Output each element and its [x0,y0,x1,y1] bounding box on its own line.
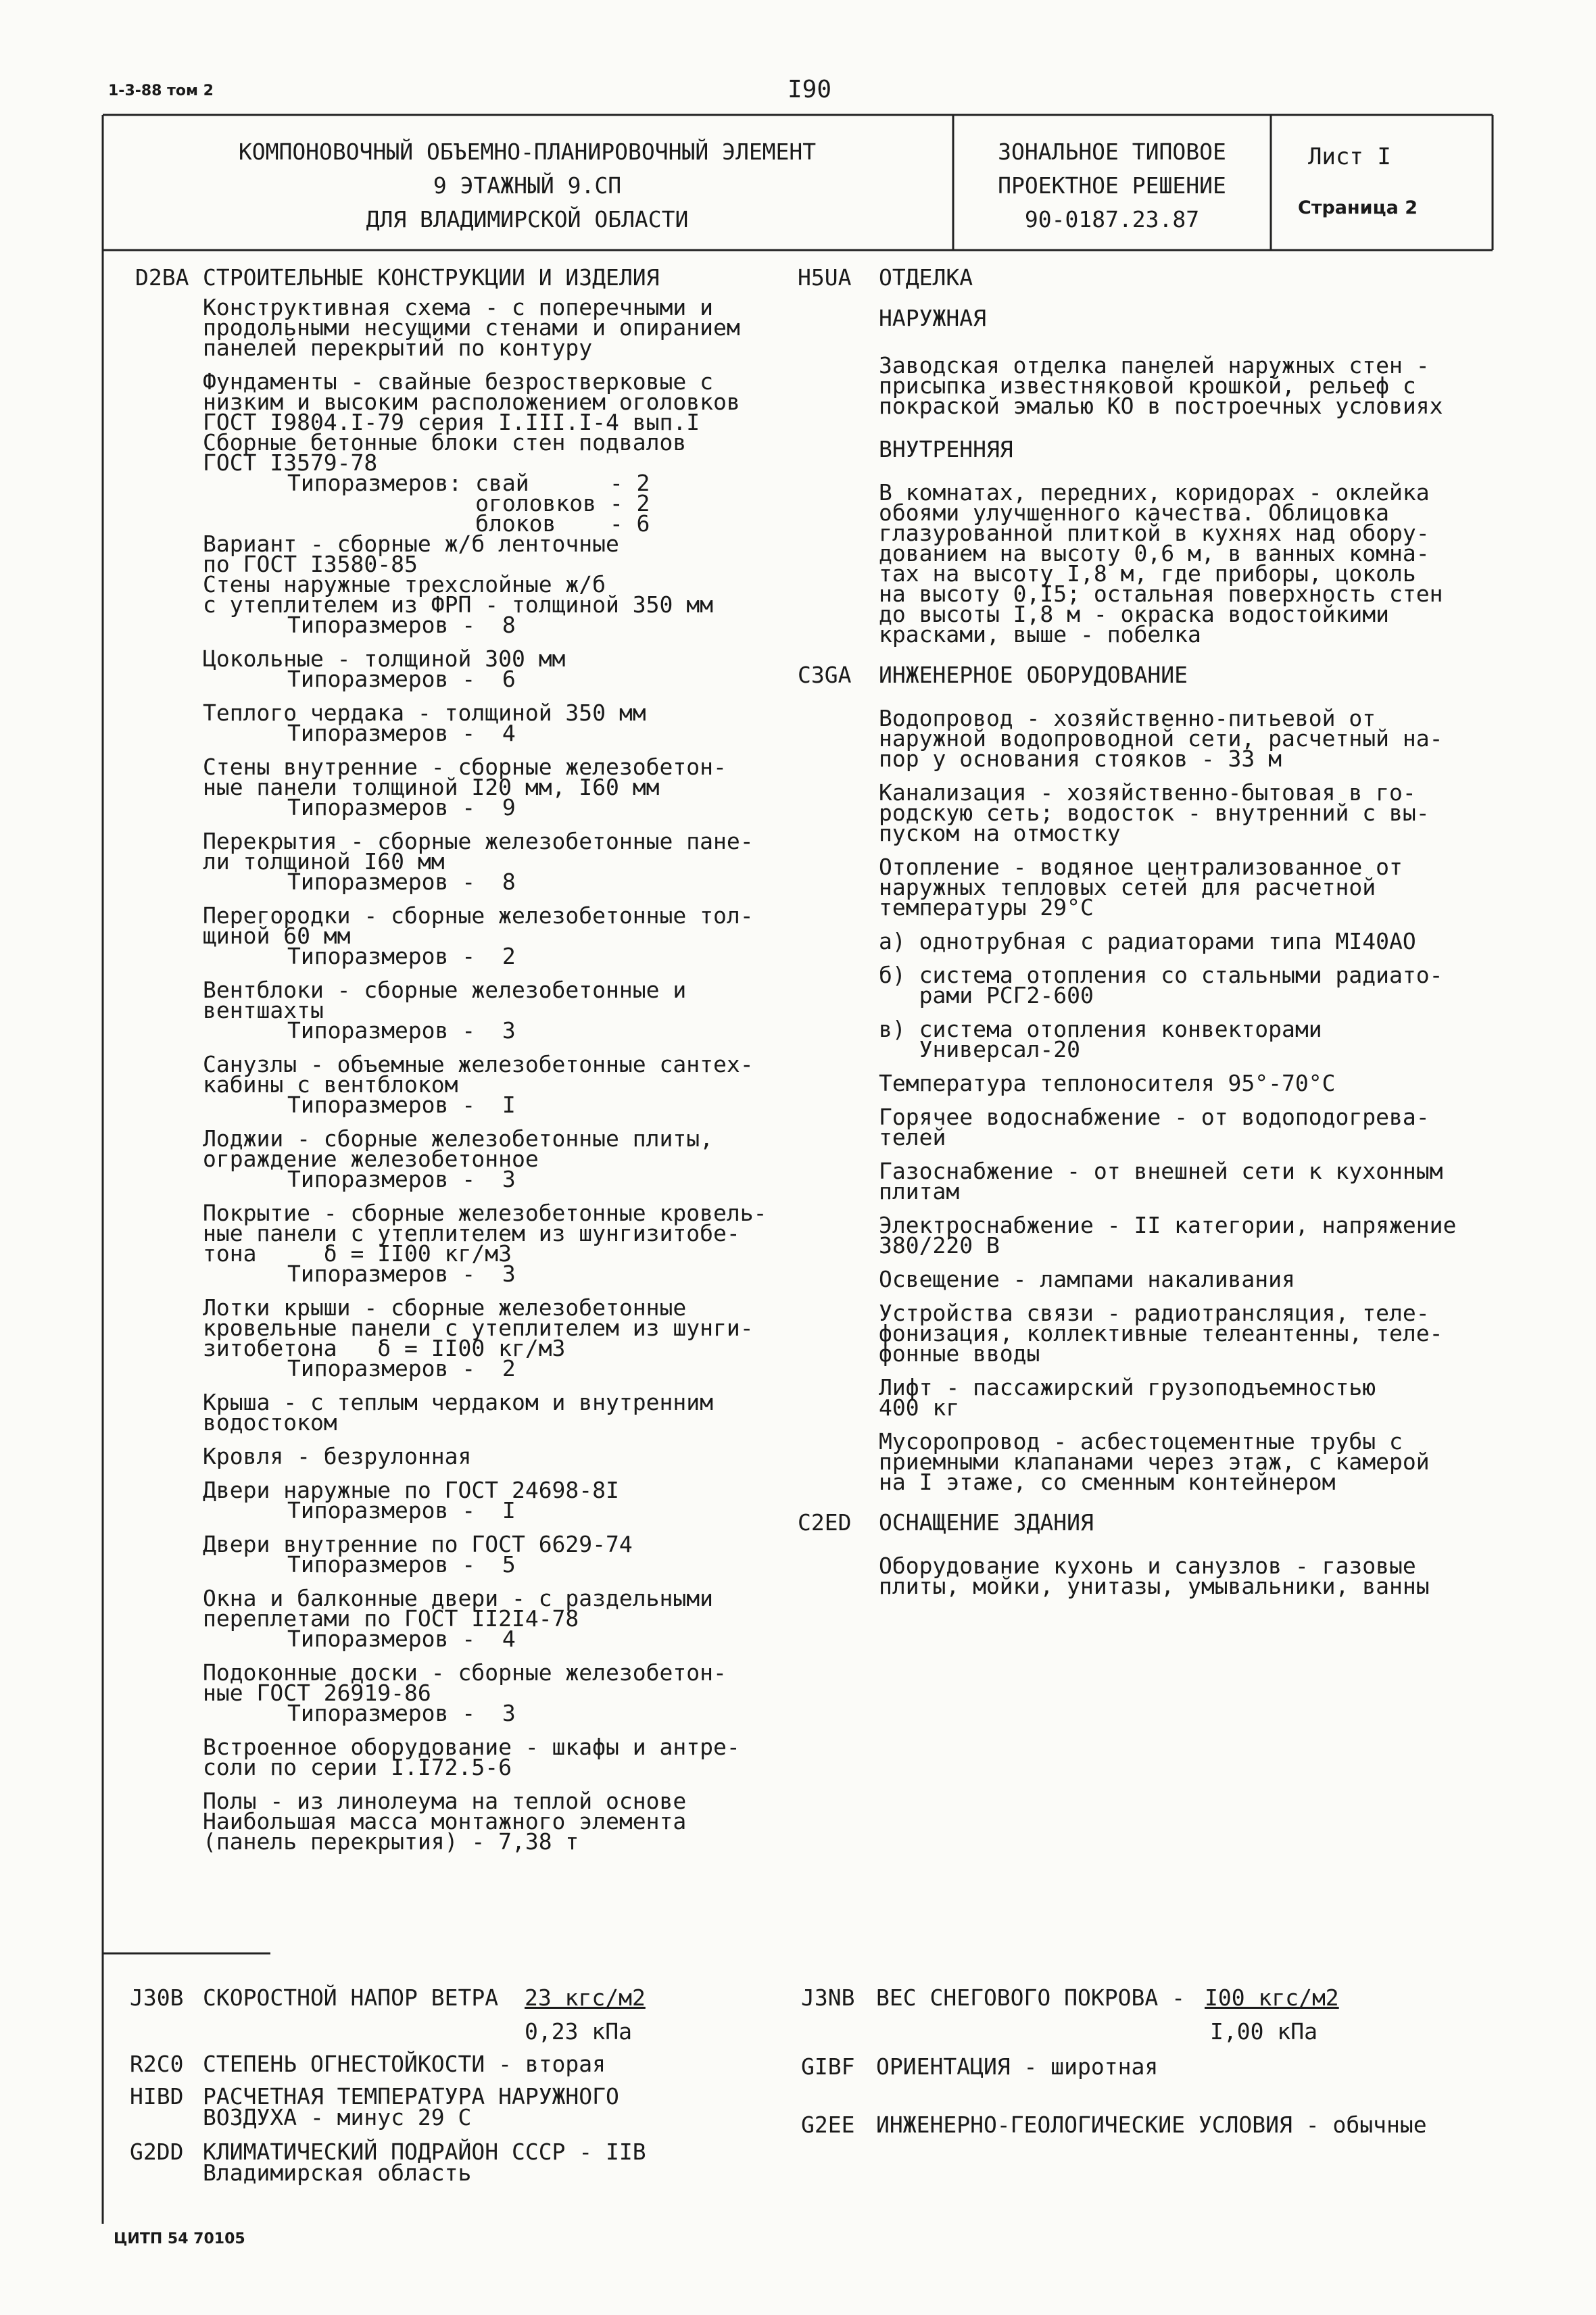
wind-code: J30B [130,1984,184,2011]
size-count: Типоразмеров - 3 [287,1017,516,1044]
list-item: Канализация - хозяйственно-бытовая в го- родскую сеть; водосток - внутренний с вы- пуском на отмостку [879,779,1430,846]
snow-kpa: I,00 кПа [1210,2018,1317,2045]
solution-number: 90-0187.23.87 [1024,206,1200,233]
wind-kpa: 0,23 кПа [525,2018,632,2045]
snow-label: ВЕС СНЕГОВОГО ПОКРОВА - [876,1984,1185,2011]
temp-text: РАСЧЕТНАЯ ТЕМПЕРАТУРА НАРУЖНОГО ВОЗДУХА - минус 29 С [203,2083,619,2130]
list-item: Покрытие - сборные железобетонные кровель- ные панели с утеплителем из шунгизитобе- тона δ = II00 кг/м3 [203,1200,767,1267]
snow-code: J3NB [801,1984,855,2011]
list-item: а) однотрубная с радиаторами типа МI40АО [879,928,1416,954]
orient-text: ОРИЕНТАЦИЯ - широтная [876,2053,1159,2080]
list-item: Лоджии - сборные железобетонные плиты, ограждение железобетонное [203,1125,713,1172]
list-item: в) система отопления конвекторами Универсал-20 [879,1016,1322,1063]
list-item: Конструктивная схема - с поперечными и продольными несущими стенами и опиранием панелей перекрытий по контуру [203,294,740,361]
list-item: Встроенное оборудование - шкафы и антре- соли по серии I.I72.5-6 [203,1734,740,1780]
list-item: Подоконные доски - сборные железобетон- ные ГОСТ 26919-86 [203,1659,727,1706]
solution-line: ПРОЕКТНОЕ РЕШЕНИЕ [998,172,1226,199]
list-item: Санузлы - объемные железобетонные сантех- кабины с вентблоком [203,1051,754,1098]
solution-line: ЗОНАЛЬНОЕ ТИПОВОЕ [998,139,1226,165]
list-item: Лотки крыши - сборные железобетонные кровельные панели с утеплителем из шунги- зитобетона δ = II00 кг/м3 [203,1294,754,1361]
geo-text: ИНЖЕНЕРНО-ГЕОЛОГИЧЕСКИЕ УСЛОВИЯ - обычные [876,2112,1427,2138]
list-item: Горячее водоснабжение - от водоподогрева- телей [879,1104,1430,1150]
paragraph: В комнатах, передних, коридорах - оклейка обоями улучшенного качества. Облицовка глазурованной плиткой в кухнях над обору- дованием на высоту 0,6 м, в ванных комна- тах на высоту I,8 м, где приборы, цоколь на высоту 0,I5; остальная поверхность стен до высоты I,8 м - окраска водостойкими красками, выше - побелка [879,479,1443,648]
size-count: Типоразмеров - 3 [287,1700,516,1726]
fire-text: СТЕПЕНЬ ОГНЕСТОЙКОСТИ - вторая [203,2051,606,2077]
geo-code: G2EE [801,2112,855,2138]
snow-value: I00 кгс/м2 [1205,1984,1339,2011]
list-item: Отопление - водяное централизованное от наружных тепловых сетей для расчетной температуры 29°С [879,854,1403,921]
wind-label: СКОРОСТНОЙ НАПОР ВЕТРА [203,1984,499,2011]
list-item: Температура теплоносителя 95°-70°С [879,1070,1336,1096]
size-count: Типоразмеров - I [287,1497,516,1524]
temp-code: HIBD [130,2083,184,2110]
list-item: Вентблоки - сборные железобетонные и вентшахты [203,977,687,1023]
list-item: Вариант - сборные ж/б ленточные по ГОСТ I3580-85 Стены наружные трехслойные ж/б с утеплителем из ФРП - толщиной 350 мм [203,531,713,618]
solution-block [957,135,1267,237]
section-title: ОСНАЩЕНИЕ ЗДАНИЯ [879,1509,1094,1536]
size-count: Типоразмеров - 2 [287,943,516,969]
climate-text: КЛИМАТИЧЕСКИЙ ПОДРАЙОН СССР - IIВ Владимирская область [203,2139,646,2186]
section-code: C3GA [798,662,852,688]
sheet-label: Лист I [1308,143,1391,170]
list-item: Освещение - лампами накаливания [879,1266,1295,1292]
list-item: Фундаменты - свайные безростверковые с низким и высоким расположением оголовков ГОСТ I9804.I-79 серия I.III.I-4 вып.I Сборные бетонные блоки стен подвалов ГОСТ I3579-78 [203,368,740,476]
section-title: ОТДЕЛКА [879,264,973,291]
size-count: Типоразмеров - 4 [287,720,516,746]
size-count: Типоразмеров: свай - 2 оголовков - 2 блоков - 6 [287,470,650,537]
size-count: Типоразмеров - 5 [287,1551,516,1578]
list-item: Стены внутренние - сборные железобетон- ные панели толщиной I20 мм, I60 мм [203,754,727,800]
section-code: C2ED [798,1509,852,1536]
size-count: Типоразмеров - 8 [287,869,516,895]
list-item: б) система отопления со стальными радиато- рами РСГ2-600 [879,962,1443,1008]
size-count: Типоразмеров - 4 [287,1626,516,1652]
right-column [798,264,1501,1599]
list-item: Перегородки - сборные железобетонные тол- щиной 60 мм [203,902,754,949]
fire-code: R2C0 [130,2051,184,2077]
paragraph: Оборудование кухонь и санузлов - газовые плиты, мойки, унитазы, умывальники, ванны [879,1553,1430,1599]
footer-stamp: ЦИТП 54 70105 [114,2231,245,2247]
page-label: Страница 2 [1298,197,1418,218]
size-count: Типоразмеров - I [287,1092,516,1118]
subheading: ВНУТРЕННЯЯ [879,436,1013,462]
page-number: I90 [788,76,832,103]
size-count: Типоразмеров - 3 [287,1261,516,1287]
list-item: Крыша - с теплым чердаком и внутренним водостоком [203,1389,713,1436]
size-count: Типоразмеров - 9 [287,794,516,821]
list-item: Газоснабжение - от внешней сети к кухонным плитам [879,1158,1443,1204]
list-item: Полы - из линолеума на теплой основе Наибольшая масса монтажного элемента (панель перекрытия) - 7,38 т [203,1788,687,1855]
orient-code: GIBF [801,2053,855,2080]
list-item: Электроснабжение - II категории, напряжение 380/220 В [879,1212,1457,1259]
list-item: Мусоропровод - асбестоцементные трубы с приемными клапанами через этаж, с камерой на I этаже, со сменным контейнером [879,1428,1430,1495]
size-count: Типоразмеров - 3 [287,1166,516,1192]
list-item: Перекрытия - сборные железобетонные пане- ли толщиной I60 мм [203,828,754,875]
subheading: НАРУЖНАЯ [879,305,986,331]
doc-ref: 1-3-88 том 2 [108,82,214,99]
element-title-line: КОМПОНОВОЧНЫЙ ОБЪЕМНО-ПЛАНИРОВОЧНЫЙ ЭЛЕМЕНТ [238,139,817,165]
list-item: Водопровод - хозяйственно-питьевой от наружной водопроводной сети, расчетный на- пор у основания стояков - 33 м [879,705,1443,772]
element-title-line: ДЛЯ ВЛАДИМИРСКОЙ ОБЛАСТИ [366,206,689,233]
wind-value: 23 кгс/м2 [525,1984,646,2011]
list-item: Двери внутренние по ГОСТ 6629-74 [203,1531,633,1557]
list-item: Устройства связи - радиотрансляция, теле- фонизация, коллективные телеантенны, теле- фонные вводы [879,1300,1443,1367]
section-code: D2BA [135,264,189,291]
list-item: Цокольные - толщиной 300 мм [203,645,566,672]
element-title [108,135,946,237]
climate-code: G2DD [130,2139,184,2165]
element-title-line: 9 ЭТАЖНЫЙ 9.СП [433,172,622,199]
list-item: Лифт - пассажирский грузоподъемностью 400 кг [879,1374,1376,1421]
list-item: Окна и балконные двери - с раздельными переплетами по ГОСТ II2I4-78 [203,1585,713,1632]
left-column [0,264,798,1855]
list-item: Кровля - безрулонная [203,1443,472,1469]
size-count: Типоразмеров - 6 [287,666,516,692]
paragraph: Заводская отделка панелей наружных стен - присыпка известняковой крошкой, рельеф с покраской эмалью КО в построечных условиях [879,352,1443,419]
list-item: Теплого чердака - толщиной 350 мм [203,700,646,726]
section-code: H5UA [798,264,852,291]
section-title: ИНЖЕНЕРНОЕ ОБОРУДОВАНИЕ [879,662,1188,688]
size-count: Типоразмеров - 8 [287,612,516,638]
size-count: Типоразмеров - 2 [287,1355,516,1382]
section-title: СТРОИТЕЛЬНЫЕ КОНСТРУКЦИИ И ИЗДЕЛИЯ [203,264,660,291]
list-item: Двери наружные по ГОСТ 24698-8I [203,1477,619,1503]
